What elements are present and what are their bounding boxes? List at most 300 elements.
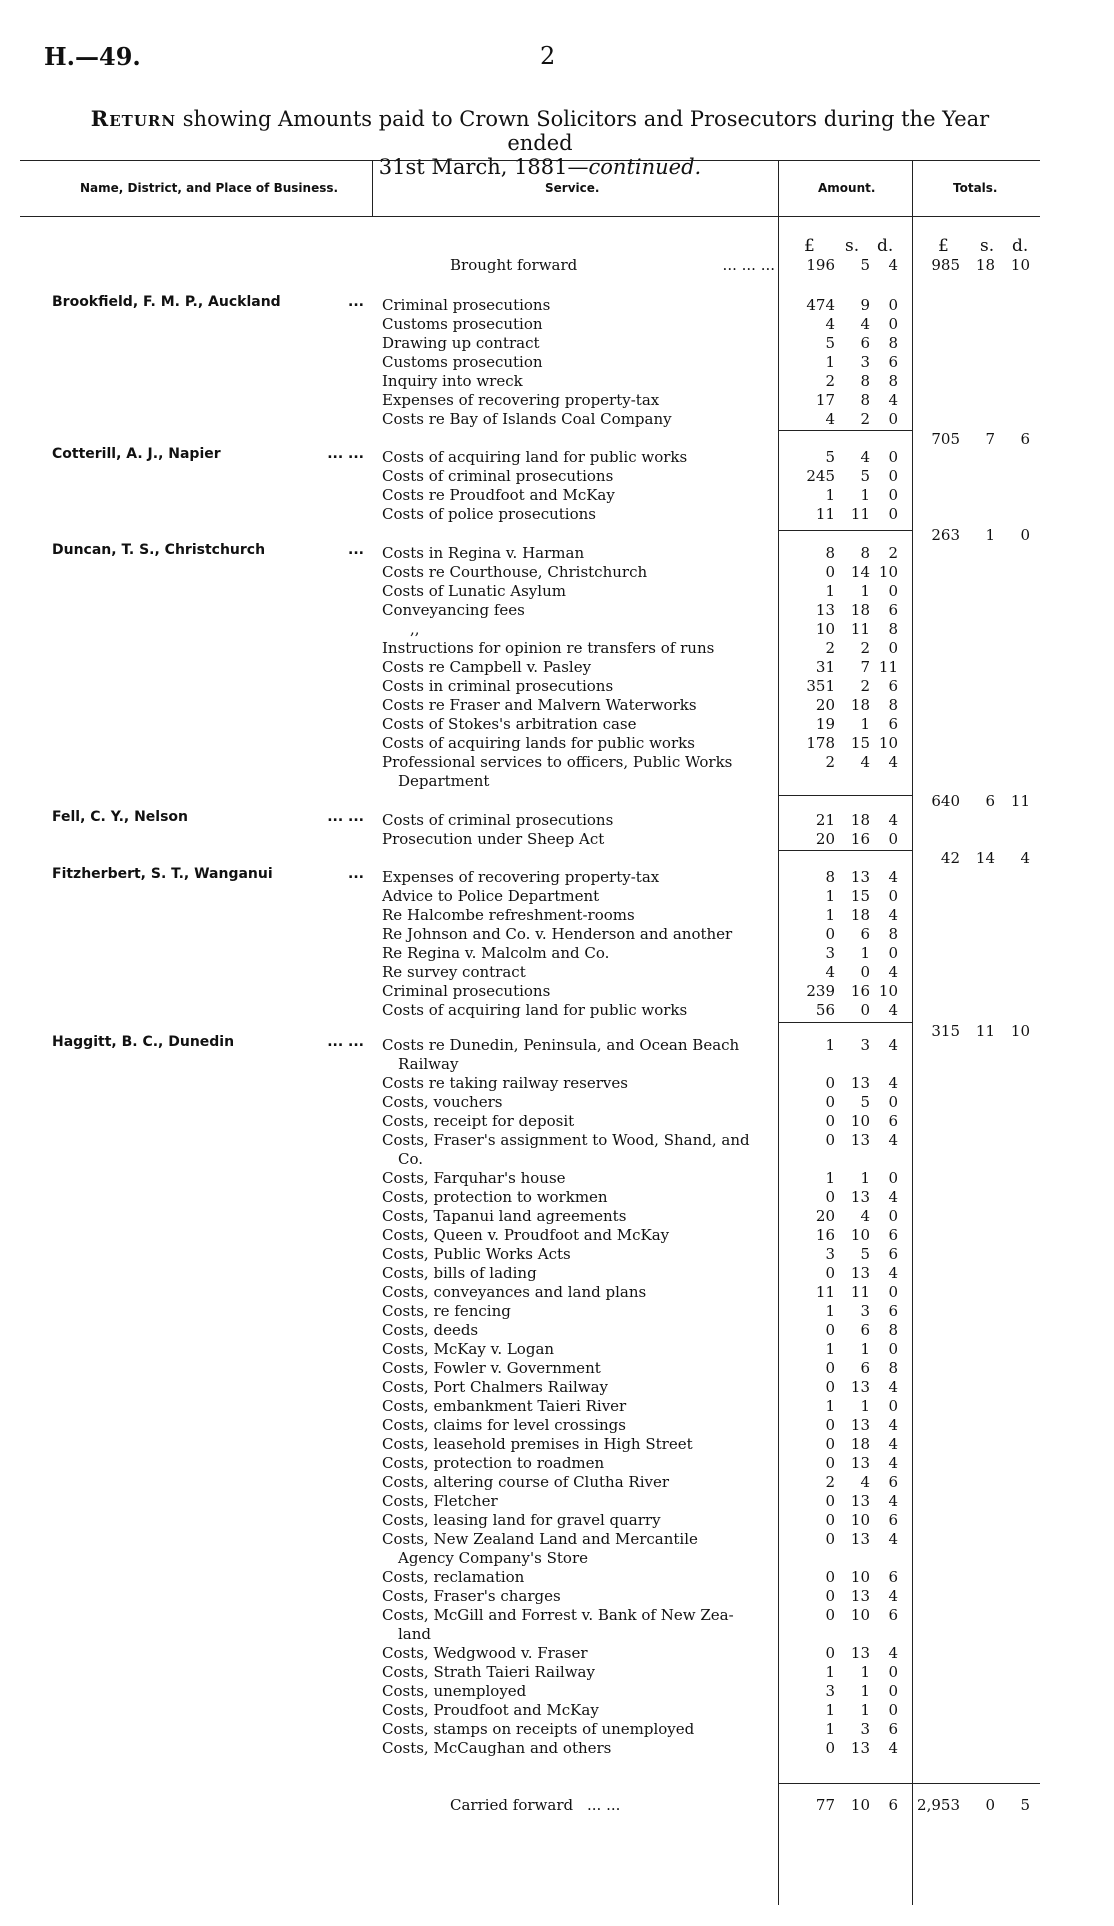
service-text: Costs, Queen v. Proudfoot and McKay: [382, 1226, 672, 1244]
amount-pence: 8: [888, 620, 898, 638]
service-text: Costs re Courthouse, Christchurch: [382, 563, 650, 581]
rule-amount-4: [778, 850, 912, 851]
rule-amount-3: [778, 795, 912, 796]
service-text: Agency Company's Store: [382, 1549, 591, 1567]
service-text: Costs of criminal prosecutions: [382, 811, 616, 829]
amount-unit-pence: d.: [877, 236, 894, 256]
solicitor-name: [52, 866, 364, 882]
amount-pounds: 17: [815, 391, 835, 409]
amount-pence: 0: [888, 887, 898, 905]
amount-pence: 0: [888, 486, 898, 504]
column-header-name: Name, District, and Place of Business.: [80, 181, 339, 195]
solicitor-name-text: Brookfield, F. M. P., Auckland: [52, 294, 281, 310]
service-text: Costs, McKay v. Logan: [382, 1340, 557, 1358]
service-text: Criminal prosecutions: [382, 982, 553, 1000]
amount-pence: 4: [888, 391, 898, 409]
total-pounds: 2,953: [917, 1796, 960, 1814]
amount-pence: 4: [888, 1131, 898, 1149]
service-text: Conveyancing fees: [382, 601, 528, 619]
service-row: [382, 1568, 775, 1586]
amount-pounds: 196: [806, 256, 835, 274]
amount-pence: 4: [888, 1188, 898, 1206]
amount-pence: 0: [888, 296, 898, 314]
amount-shillings: 6: [860, 1321, 870, 1339]
amount-pounds: 10: [815, 620, 835, 638]
amount-shillings: 18: [850, 811, 870, 829]
amount-pounds: 8: [825, 544, 835, 562]
amount-shillings: 13: [850, 1587, 870, 1605]
amount-pence: 11: [878, 658, 898, 676]
service-text: Inquiry into wreck: [382, 372, 526, 390]
amount-pence: 0: [888, 1682, 898, 1700]
amount-pounds: 0: [825, 1321, 835, 1339]
column-header-totals: Totals.: [953, 181, 998, 195]
amount-shillings: 11: [850, 1283, 870, 1301]
amount-pence: 6: [888, 1606, 898, 1624]
service-row: [382, 1416, 775, 1434]
carried-forward-text: Carried forward: [450, 1796, 574, 1814]
service-text: land: [382, 1625, 434, 1643]
amount-pence: 4: [888, 811, 898, 829]
service-row: [382, 544, 775, 562]
amount-shillings: 16: [850, 830, 870, 848]
amount-pence: 6: [888, 353, 898, 371]
service-text: Costs re Campbell v. Pasley: [382, 658, 594, 676]
amount-shillings: 0: [860, 963, 870, 981]
amount-pounds: 11: [815, 1283, 835, 1301]
amount-shillings: 18: [850, 696, 870, 714]
amount-shillings: 8: [860, 372, 870, 390]
total-pence: 0: [1020, 526, 1030, 544]
amount-pounds: 1: [825, 1397, 835, 1415]
service-row: [382, 677, 775, 695]
service-text: Costs of acquiring land for public works: [382, 448, 690, 466]
service-row: [382, 1340, 775, 1358]
amount-pence: 4: [888, 1264, 898, 1282]
totals-unit-shilling: s.: [980, 236, 995, 256]
amount-shillings: 9: [860, 296, 870, 314]
title-lead: Return: [90, 106, 177, 131]
amount-pounds: 2: [825, 639, 835, 657]
total-shillings: 6: [985, 792, 995, 810]
leader-dots: ...: [348, 542, 364, 558]
amount-pence: 4: [888, 906, 898, 924]
amount-pence: 4: [888, 1530, 898, 1548]
service-row: [382, 1549, 775, 1567]
amount-shillings: 5: [860, 467, 870, 485]
amount-shillings: 6: [860, 334, 870, 352]
amount-pounds: 1: [825, 582, 835, 600]
amount-pence: 6: [888, 1796, 898, 1814]
service-row: [382, 1606, 775, 1624]
leader-dots: ... ...: [327, 446, 364, 462]
amount-pounds: 0: [825, 563, 835, 581]
service-text: Costs re Bay of Islands Coal Company: [382, 410, 675, 428]
amount-pence: 0: [888, 1207, 898, 1225]
column-header-amount: Amount.: [818, 181, 876, 195]
service-text: Costs, bills of lading: [382, 1264, 540, 1282]
amount-pounds: 4: [825, 315, 835, 333]
service-text: Costs re taking railway reserves: [382, 1074, 631, 1092]
amount-pounds: 0: [825, 1644, 835, 1662]
brought-forward-dots: ... ... ...: [722, 256, 775, 274]
amount-pounds: 20: [815, 1207, 835, 1225]
service-row: [382, 1473, 775, 1491]
total-pounds: 705: [931, 430, 960, 448]
amount-shillings: 13: [850, 1074, 870, 1092]
amount-pounds: 0: [825, 1606, 835, 1624]
amount-shillings: 8: [860, 391, 870, 409]
amount-shillings: 6: [860, 1359, 870, 1377]
amount-shillings: 13: [850, 1131, 870, 1149]
amount-pounds: 0: [825, 1359, 835, 1377]
total-pounds: 640: [931, 792, 960, 810]
amount-shillings: 1: [860, 582, 870, 600]
total-shillings: 18: [975, 256, 995, 274]
total-pence: 6: [1020, 430, 1030, 448]
amount-pounds: 0: [825, 1530, 835, 1548]
service-text: Costs, protection to roadmen: [382, 1454, 607, 1472]
service-text: Costs, Tapanui land agreements: [382, 1207, 629, 1225]
solicitor-name: [52, 1034, 364, 1050]
amount-pounds: 178: [806, 734, 835, 752]
amount-pence: 4: [888, 1074, 898, 1092]
solicitor-name-text: Cotterill, A. J., Napier: [52, 446, 221, 462]
rule-carried-amount: [778, 1783, 912, 1784]
service-row: [382, 658, 775, 676]
amount-pence: 6: [888, 1245, 898, 1263]
service-row: [382, 1036, 775, 1054]
service-row: [382, 715, 775, 733]
service-text: Criminal prosecutions: [382, 296, 553, 314]
amount-pence: 4: [888, 1001, 898, 1019]
service-row: [382, 1245, 775, 1263]
amount-pence: 6: [888, 715, 898, 733]
service-text: Costs, Fraser's charges: [382, 1587, 564, 1605]
amount-shillings: 3: [860, 1302, 870, 1320]
amount-shillings: 1: [860, 1701, 870, 1719]
service-row: [382, 1587, 775, 1605]
service-row: [382, 944, 775, 962]
amount-shillings: 5: [860, 1093, 870, 1111]
rule-amount-1: [778, 430, 912, 431]
amount-pence: 4: [888, 1492, 898, 1510]
service-row: [382, 639, 775, 657]
service-text: Instructions for opinion re transfers of runs: [382, 639, 717, 657]
amount-pence: 6: [888, 677, 898, 695]
amount-shillings: 13: [850, 868, 870, 886]
amount-pence: 4: [888, 1644, 898, 1662]
amount-pence: 0: [888, 639, 898, 657]
amount-shillings: 15: [850, 887, 870, 905]
amount-shillings: 2: [860, 677, 870, 695]
amount-shillings: 4: [860, 315, 870, 333]
service-row: [382, 753, 775, 771]
amount-pence: 0: [888, 1663, 898, 1681]
amount-shillings: 14: [850, 563, 870, 581]
service-text: Costs of acquiring land for public works: [382, 1001, 690, 1019]
amount-shillings: 1: [860, 1340, 870, 1358]
amount-pence: 10: [878, 982, 898, 1000]
title-line-2: [60, 155, 1020, 179]
solicitor-name-text: Duncan, T. S., Christchurch: [52, 542, 266, 558]
leader-dots: ...: [348, 294, 364, 310]
total-pounds: 263: [931, 526, 960, 544]
amount-pence: 4: [888, 1036, 898, 1054]
amount-pounds: 0: [825, 1074, 835, 1092]
amount-shillings: 4: [860, 448, 870, 466]
service-text: Professional services to officers, Public Works: [382, 753, 735, 771]
solicitor-name: [52, 542, 364, 558]
total-shillings: 14: [975, 849, 995, 867]
service-text: Costs, altering course of Clutha River: [382, 1473, 672, 1491]
total-pounds: 42: [940, 849, 960, 867]
amount-pence: 8: [888, 372, 898, 390]
service-row: [382, 906, 775, 924]
amount-unit-pound: £: [804, 236, 815, 256]
amount-pounds: 21: [815, 811, 835, 829]
amount-pence: 0: [888, 1397, 898, 1415]
amount-pence: 0: [888, 582, 898, 600]
amount-shillings: 10: [850, 1568, 870, 1586]
amount-pounds: 13: [815, 601, 835, 619]
amount-pence: 6: [888, 1473, 898, 1491]
amount-shillings: 10: [850, 1226, 870, 1244]
rule-carried-totals: [912, 1783, 1040, 1784]
amount-shillings: 16: [850, 982, 870, 1000]
title-date: 31st March, 1881—: [378, 155, 589, 179]
amount-pence: 4: [888, 1435, 898, 1453]
amount-pounds: 20: [815, 696, 835, 714]
amount-pounds: 3: [825, 1245, 835, 1263]
header-code: H.—49.: [44, 42, 141, 71]
amount-pence: 0: [888, 1093, 898, 1111]
amount-pence: 4: [888, 256, 898, 274]
amount-shillings: 15: [850, 734, 870, 752]
amount-pence: 0: [888, 410, 898, 428]
service-row: [382, 1074, 775, 1092]
total-shillings: 0: [985, 1796, 995, 1814]
service-row: [382, 1112, 775, 1130]
brought-forward-text: Brought forward: [450, 256, 578, 274]
service-text: Costs, Farquhar's house: [382, 1169, 569, 1187]
service-text: Costs in criminal prosecutions: [382, 677, 616, 695]
amount-pence: 4: [888, 1454, 898, 1472]
amount-pence: 6: [888, 1568, 898, 1586]
service-text: Drawing up contract: [382, 334, 543, 352]
carried-forward-dots: ... ...: [587, 1796, 621, 1814]
total-pounds: 315: [931, 1022, 960, 1040]
amount-pounds: 0: [825, 1435, 835, 1453]
amount-pence: 6: [888, 1226, 898, 1244]
amount-shillings: 1: [860, 944, 870, 962]
total-pence: 10: [1010, 256, 1030, 274]
amount-pounds: 1: [825, 1663, 835, 1681]
service-text: Costs, Strath Taieri Railway: [382, 1663, 598, 1681]
divider-amount-totals: [912, 160, 913, 1905]
amount-shillings: 13: [850, 1264, 870, 1282]
service-row: [382, 1001, 775, 1019]
total-shillings: 11: [975, 1022, 995, 1040]
amount-pounds: 0: [825, 1188, 835, 1206]
amount-pounds: 1: [825, 906, 835, 924]
amount-shillings: 3: [860, 353, 870, 371]
amount-pounds: 1: [825, 1036, 835, 1054]
amount-shillings: 0: [860, 1001, 870, 1019]
service-row: [382, 1188, 775, 1206]
amount-pence: 0: [888, 1701, 898, 1719]
amount-shillings: 4: [860, 1207, 870, 1225]
amount-pence: 0: [888, 1169, 898, 1187]
amount-shillings: 3: [860, 1036, 870, 1054]
service-text: Costs of police prosecutions: [382, 505, 599, 523]
totals-unit-pound: £: [938, 236, 949, 256]
service-text: Costs re Dunedin, Peninsula, and Ocean Beach: [382, 1036, 742, 1054]
amount-shillings: 13: [850, 1416, 870, 1434]
service-row: [382, 372, 775, 390]
amount-pence: 8: [888, 696, 898, 714]
service-row: [382, 734, 775, 752]
amount-pounds: 4: [825, 963, 835, 981]
amount-pounds: 8: [825, 868, 835, 886]
amount-pounds: 19: [815, 715, 835, 733]
amount-pence: 4: [888, 1739, 898, 1757]
amount-pounds: 77: [815, 1796, 835, 1814]
service-row: [382, 1511, 775, 1529]
totals-unit-pence: d.: [1012, 236, 1029, 256]
service-text: Costs, protection to workmen: [382, 1188, 611, 1206]
amount-shillings: 13: [850, 1378, 870, 1396]
amount-pounds: 0: [825, 1492, 835, 1510]
amount-pounds: 3: [825, 1682, 835, 1700]
service-text: Costs, McCaughan and others: [382, 1739, 614, 1757]
service-row: [382, 410, 775, 428]
amount-pounds: 11: [815, 505, 835, 523]
amount-shillings: 13: [850, 1739, 870, 1757]
amount-shillings: 10: [850, 1796, 870, 1814]
service-text: Costs re Fraser and Malvern Waterworks: [382, 696, 700, 714]
service-text: Re Halcombe refreshment-rooms: [382, 906, 638, 924]
amount-shillings: 2: [860, 639, 870, 657]
page-title: [60, 107, 1020, 179]
amount-shillings: 10: [850, 1606, 870, 1624]
service-row: [382, 1378, 775, 1396]
amount-shillings: 13: [850, 1530, 870, 1548]
rule-amount-5: [778, 1022, 912, 1023]
amount-shillings: 11: [850, 620, 870, 638]
amount-pounds: 1: [825, 1720, 835, 1738]
amount-pounds: 2: [825, 1473, 835, 1491]
service-row: [382, 1682, 775, 1700]
service-text: Costs, leasing land for gravel quarry: [382, 1511, 664, 1529]
solicitor-name: [52, 809, 364, 825]
amount-pence: 6: [888, 1720, 898, 1738]
service-row: [382, 1663, 775, 1681]
amount-pounds: 1: [825, 1302, 835, 1320]
solicitor-name: [52, 294, 364, 310]
service-row: [382, 1492, 775, 1510]
amount-pounds: 4: [825, 410, 835, 428]
amount-pounds: 0: [825, 1568, 835, 1586]
header-bottom-rule: [20, 216, 1040, 217]
service-text: Costs, conveyances and land plans: [382, 1283, 649, 1301]
leader-dots: ...: [348, 866, 364, 882]
service-row: [382, 353, 775, 371]
amount-pounds: 0: [825, 925, 835, 943]
amount-pounds: 1: [825, 1340, 835, 1358]
amount-shillings: 5: [860, 256, 870, 274]
amount-pounds: 5: [825, 448, 835, 466]
amount-shillings: 18: [850, 601, 870, 619]
amount-shillings: 18: [850, 906, 870, 924]
amount-shillings: 3: [860, 1720, 870, 1738]
amount-pounds: 1: [825, 486, 835, 504]
service-text: Costs, Wedgwood v. Fraser: [382, 1644, 591, 1662]
amount-pence: 0: [888, 315, 898, 333]
solicitor-name-text: Fell, C. Y., Nelson: [52, 809, 189, 825]
service-text: Costs, Fowler v. Government: [382, 1359, 604, 1377]
service-row: [382, 963, 775, 981]
service-text: ,,: [382, 620, 423, 638]
service-row: [382, 696, 775, 714]
service-text: Re Johnson and Co. v. Henderson and another: [382, 925, 735, 943]
service-row: [382, 887, 775, 905]
service-row: [382, 334, 775, 352]
service-text: Costs, McGill and Forrest v. Bank of New Zea-: [382, 1606, 737, 1624]
amount-shillings: 18: [850, 1435, 870, 1453]
amount-pounds: 0: [825, 1264, 835, 1282]
service-text: Expenses of recovering property-tax: [382, 391, 662, 409]
amount-pence: 6: [888, 1302, 898, 1320]
amount-shillings: 13: [850, 1454, 870, 1472]
service-row: [382, 1169, 775, 1187]
amount-pence: 6: [888, 1112, 898, 1130]
amount-pounds: 2: [825, 372, 835, 390]
service-text: Costs, claims for level crossings: [382, 1416, 629, 1434]
amount-pence: 10: [878, 734, 898, 752]
amount-pence: 8: [888, 925, 898, 943]
amount-pence: 0: [888, 505, 898, 523]
service-row: [382, 1055, 775, 1073]
table-top-rule: [20, 160, 1040, 161]
amount-pence: 8: [888, 1359, 898, 1377]
amount-shillings: 13: [850, 1644, 870, 1662]
service-text: Costs, Proudfoot and McKay: [382, 1701, 602, 1719]
service-row: [382, 1150, 775, 1168]
amount-pounds: 0: [825, 1416, 835, 1434]
amount-pounds: 245: [806, 467, 835, 485]
service-text: Advice to Police Department: [382, 887, 602, 905]
amount-pounds: 474: [806, 296, 835, 314]
service-text: Costs, Public Works Acts: [382, 1245, 574, 1263]
leader-dots: ... ...: [327, 1034, 364, 1050]
service-row: [382, 1701, 775, 1719]
amount-pounds: 351: [806, 677, 835, 695]
service-row: [382, 315, 775, 333]
service-row: [382, 1321, 775, 1339]
title-line-1: [60, 107, 1020, 155]
amount-pounds: 16: [815, 1226, 835, 1244]
title-text: showing Amounts paid to Crown Solicitors and Prosecutors during the Year ended: [182, 107, 990, 155]
service-text: Re survey contract: [382, 963, 529, 981]
service-text: Costs, stamps on receipts of unemployed: [382, 1720, 697, 1738]
amount-shillings: 7: [860, 658, 870, 676]
service-text: Costs, Fletcher: [382, 1492, 501, 1510]
service-row: [382, 1530, 775, 1548]
amount-pence: 4: [888, 963, 898, 981]
amount-pence: 4: [888, 753, 898, 771]
amount-pence: 0: [888, 944, 898, 962]
